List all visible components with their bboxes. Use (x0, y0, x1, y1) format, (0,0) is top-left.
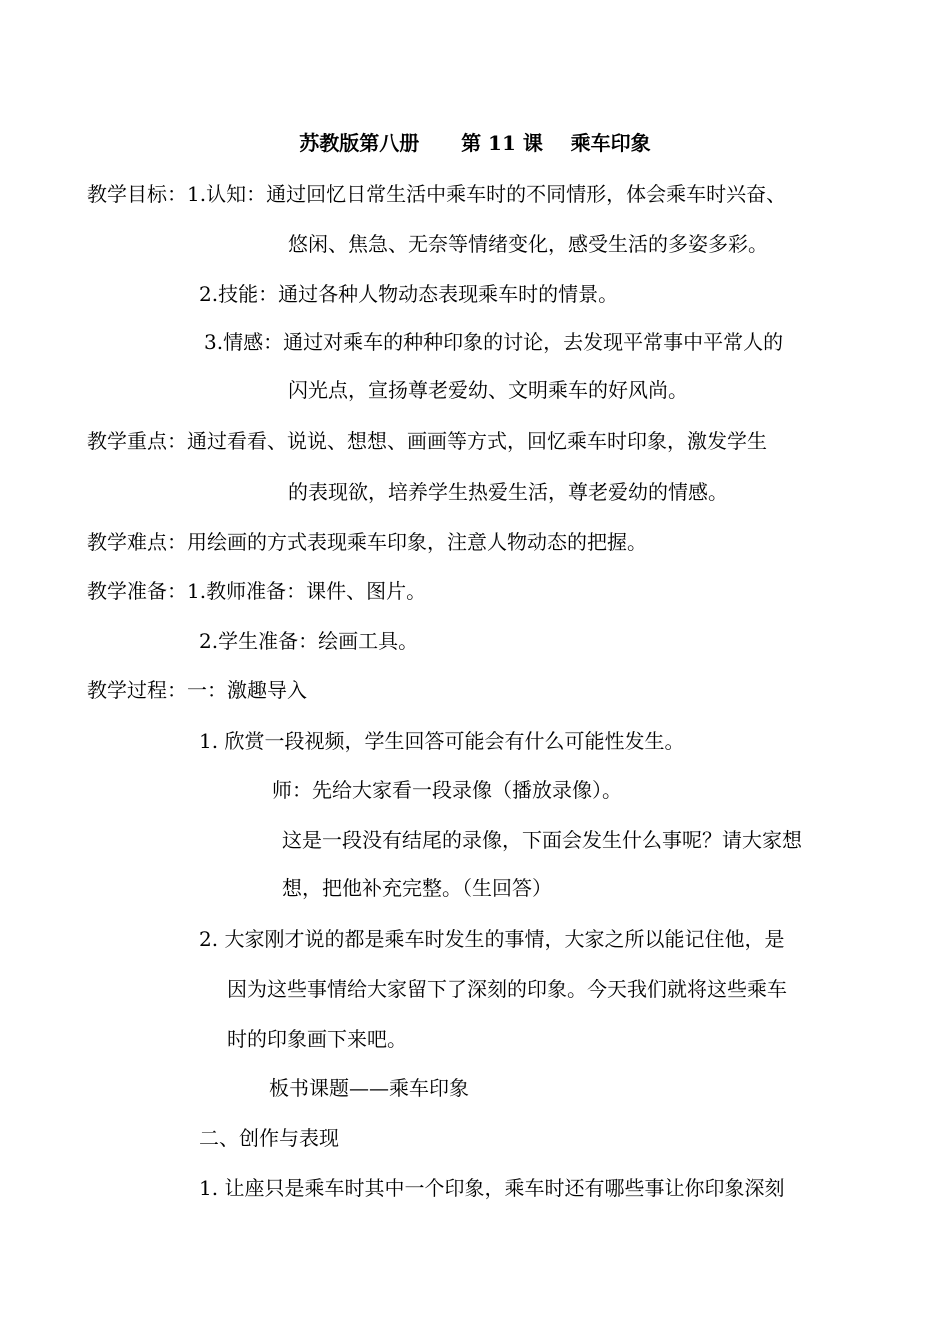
process-step-2-line-3: 时的印象画下来吧。 (227, 1027, 407, 1051)
teaching-process: 教学过程：一：激趣导入 (87, 678, 307, 702)
lesson-title: 苏教版第八册 第 11 课 乘车印象 (299, 131, 651, 155)
teaching-goal-3-line-2: 闪光点，宣扬尊老爱幼、文明乘车的好风尚。 (288, 378, 688, 402)
process-step-1: 1. 欣赏一段视频，学生回答可能会有什么可能性发生。 (199, 729, 685, 753)
teaching-difficulty: 教学难点：用绘画的方式表现乘车印象，注意人物动态的把握。 (87, 530, 647, 554)
process-step-1-question-line-1: 这是一段没有结尾的录像，下面会发生什么事呢？请大家想 (282, 828, 802, 852)
process-step-2-line-1: 2. 大家刚才说的都是乘车时发生的事情，大家之所以能记住他，是 (199, 927, 785, 951)
process-step-1-teacher: 师：先给大家看一段录像（播放录像）。 (272, 778, 622, 802)
section-2-step-1: 1. 让座只是乘车时其中一个印象，乘车时还有哪些事让你印象深刻 (199, 1176, 785, 1200)
teaching-key-line-1: 教学重点：通过看看、说说、想想、画画等方式，回忆乘车时印象，激发学生 (87, 429, 767, 453)
teaching-goal-1-line-1: 教学目标：1.认知：通过回忆日常生活中乘车时的不同情形，体会乘车时兴奋、 (87, 182, 787, 206)
teaching-goal-1-line-2: 悠闲、焦急、无奈等情绪变化，感受生活的多姿多彩。 (288, 232, 768, 256)
section-2-heading: 二、创作与表现 (199, 1126, 339, 1150)
teaching-key-line-2: 的表现欲，培养学生热爱生活，尊老爱幼的情感。 (288, 480, 728, 504)
teaching-prep-1: 教学准备：1.教师准备：课件、图片。 (87, 579, 427, 603)
process-step-1-question-line-2: 想，把他补充完整。（生回答） (282, 876, 552, 900)
teaching-goal-2: 2.技能：通过各种人物动态表现乘车时的情景。 (199, 282, 619, 306)
teaching-prep-2: 2.学生准备：绘画工具。 (199, 629, 419, 653)
board-title: 板书课题——乘车印象 (269, 1076, 469, 1100)
teaching-goal-3-line-1: 3.情感：通过对乘车的种种印象的讨论，去发现平常事中平常人的 (204, 330, 784, 354)
process-step-2-line-2: 因为这些事情给大家留下了深刻的印象。今天我们就将这些乘车 (227, 977, 787, 1001)
